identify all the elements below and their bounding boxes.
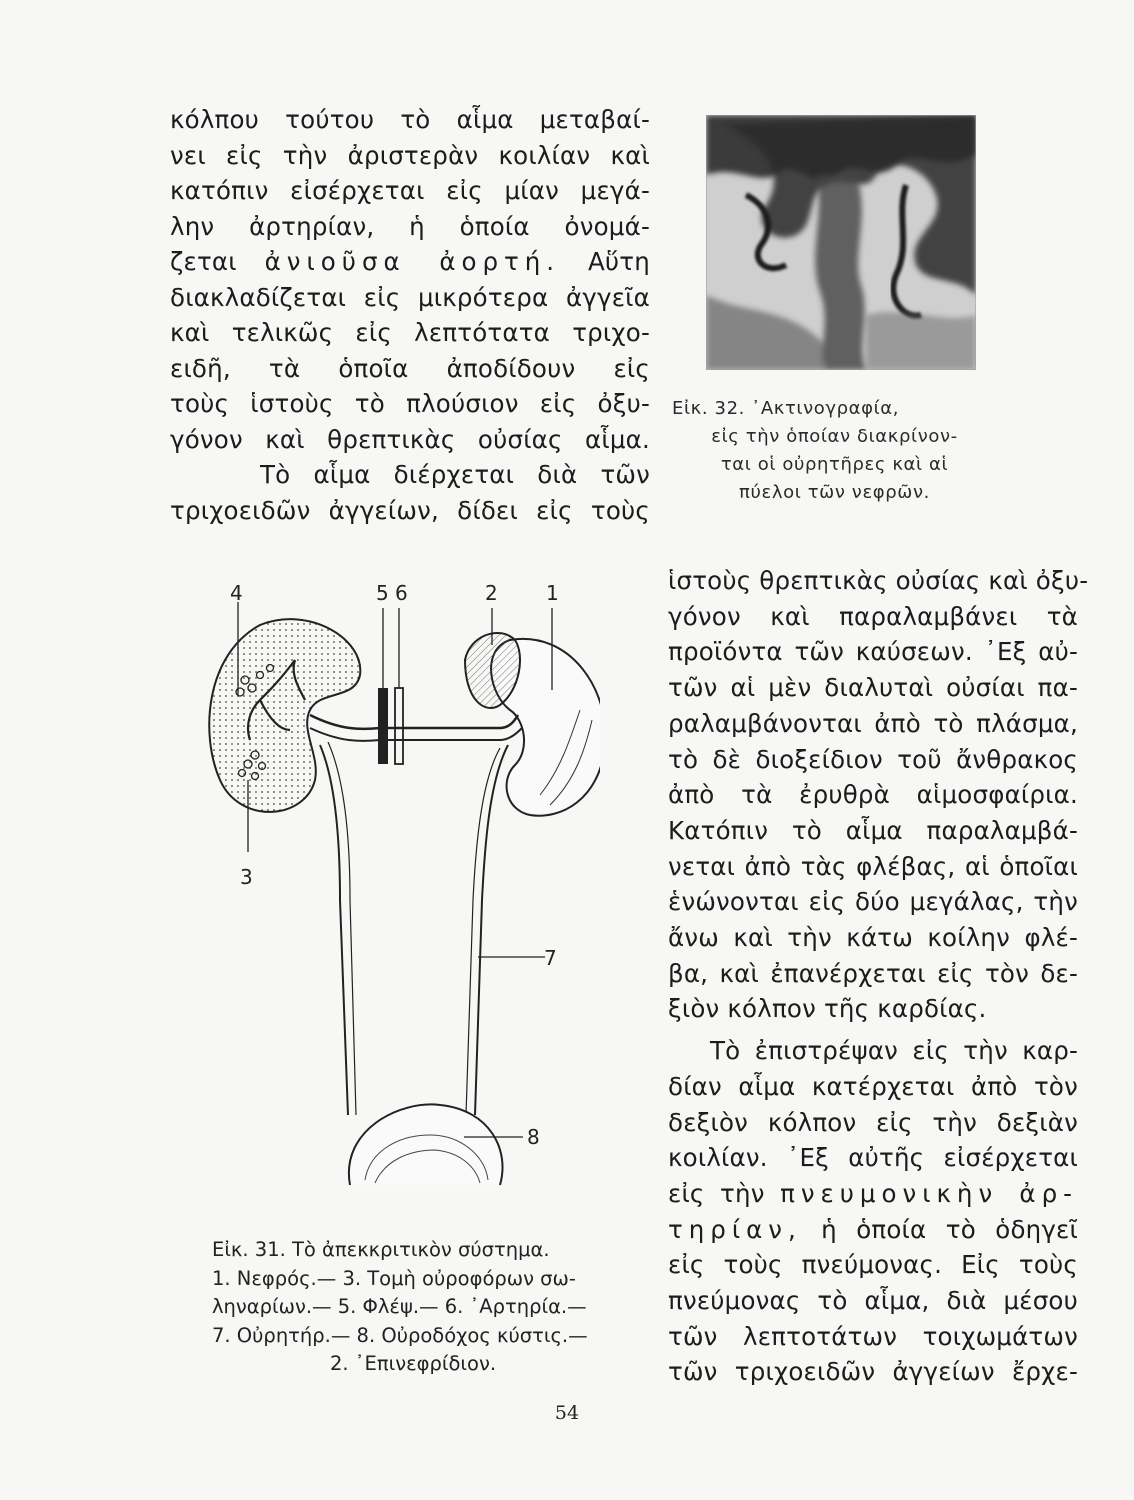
text-line: τῶν αἱ μὲν διαλυταὶ οὐσίαι πα- [668, 673, 1078, 703]
page-number: 54 [554, 1402, 580, 1424]
text-line: ἑνώνονται εἰς δύο μεγάλας, τὴν [668, 887, 1078, 917]
label-6: 6 [395, 581, 408, 605]
paragraph-circulation-1 [170, 102, 650, 457]
text-line: εἰς τοὺς πνεύμονας. Εἰς τοὺς [668, 1250, 1078, 1280]
text-line: δίαν αἷμα κατέρχεται ἀπὸ τὸν [668, 1071, 1078, 1101]
text-line: ἱστοὺς θρεπτικὰς οὐσίας καὶ ὀξυ- [668, 566, 1089, 595]
text-line [668, 1212, 1078, 1248]
xray-caption [672, 395, 997, 507]
text-line: δεξιὸν κόλπον εἰς τὴν δεξιὰν [668, 1107, 1078, 1137]
text-fragment: ἡ ὁποία τὸ ὁδηγεῖ [821, 1214, 1078, 1244]
aorta-segment [395, 688, 403, 764]
vena-cava-segment [378, 688, 388, 764]
left-column-text [170, 102, 650, 528]
text-line: κοιλίαν. ᾿Εξ αὐτῆς εἰσέρχεται [668, 1143, 1078, 1173]
text-line: προϊόντα τῶν καύσεων. ᾿Εξ αὐ- [668, 637, 1078, 667]
label-2: 2 [485, 581, 498, 605]
label-5: 5 [376, 581, 389, 605]
caption-line: εἰς τὴν ὁποίαν διακρίνον- [711, 426, 958, 447]
caption-line: ληναρίων.— 5. Φλέψ.— 6. ᾿Αρτηρία.— [212, 1295, 587, 1318]
spaced-term-artery: τηρίαν, [668, 1214, 802, 1244]
paragraph-circulation-2 [170, 457, 650, 528]
text-line: Τὸ αἷμα διέρχεται διὰ τῶν [260, 460, 650, 489]
xray-image [706, 115, 976, 370]
urinary-bladder [349, 1104, 503, 1185]
right-column-text [668, 563, 1089, 1390]
text-line: βα, καὶ ἐπανέρχεται εἰς τὸν δε- [668, 958, 1078, 988]
text-line: λην ἀρτηρίαν, ἡ ὁποία ὀνομά- [170, 211, 650, 241]
diagram-caption [212, 1236, 612, 1379]
label-4: 4 [230, 581, 243, 605]
caption-line: 7. Οὐρητήρ.— 8. Οὐροδόχος κύστις.— [212, 1323, 588, 1347]
text-line [668, 1176, 1078, 1212]
text-line: νεται ἀπὸ τὰς φλέβας, αἱ ὁποῖαι [668, 851, 1078, 881]
text-fragment: ζεται [170, 247, 237, 276]
text-line: γόνον καὶ θρεπτικὰς οὐσίας αἷμα. [170, 424, 650, 454]
caption-line: 2. ᾿Επινεφρίδιον. [330, 1352, 497, 1375]
text-line: τοὺς ἱστοὺς τὸ πλούσιον εἰς ὀξυ- [170, 389, 650, 418]
text-line: ειδῆ, τὰ ὁποῖα ἀποδίδουν εἰς [170, 353, 650, 383]
text-line [170, 244, 650, 280]
diagram-svg [200, 580, 600, 1200]
right-ureter-inner [466, 748, 500, 1115]
paragraph-venous-return [668, 563, 1089, 1027]
renal-vein [310, 715, 518, 729]
text-line: τῶν τριχοειδῶν ἀγγείων ἔρχε- [668, 1357, 1078, 1387]
text-line: ἀπὸ τὰ ἐρυθρὰ αἱμοσφαίρια. [668, 780, 1078, 810]
left-kidney [209, 619, 360, 812]
label-1: 1 [546, 581, 559, 605]
text-line: γόνον καὶ παραλαμβάνει τὰ [668, 601, 1078, 631]
text-line: Τὸ ἐπιστρέψαν εἰς τὴν καρ- [710, 1036, 1078, 1066]
text-line: ἄνω καὶ τὴν κάτω κοίλην φλέ- [668, 923, 1078, 953]
spaced-term-pulmonary: πνευμονικὴν ἀρ- [780, 1178, 1078, 1208]
caption-line: πύελοι τῶν νεφρῶν. [739, 482, 930, 503]
text-line: τῶν λεπτοτάτων τοιχωμάτων [668, 1321, 1078, 1351]
text-line: ξιὸν κόλπον τῆς καρδίας. [668, 994, 987, 1024]
label-3: 3 [240, 865, 253, 889]
text-line: κατόπιν εἰσέρχεται εἰς μίαν μεγά- [170, 176, 650, 205]
text-line: Κατόπιν τὸ αἷμα παραλαμβά- [668, 815, 1078, 845]
right-ureter [475, 745, 508, 1115]
text-line: κόλπου τούτου τὸ αἷμα μεταβαί- [170, 105, 650, 134]
text-line: πνεύμονας τὸ αἷμα, διὰ μέσου [668, 1286, 1078, 1316]
caption-line: Εἰκ. 32. ᾿Ακτινογραφία, [672, 398, 900, 419]
text-fragment: Αὕτη [587, 247, 650, 276]
text-line: νει εἰς τὴν ἀριστερὰν κοιλίαν καὶ [170, 140, 650, 170]
label-7: 7 [544, 946, 557, 970]
text-line: καὶ τελικῶς εἰς λεπτότατα τριχο- [170, 318, 650, 347]
text-line: διακλαδίζεται εἰς μικρότερα ἀγγεῖα [170, 282, 650, 312]
caption-line: Εἰκ. 31. Τὸ ἀπεκκριτικὸν σύστημα. [212, 1238, 550, 1261]
text-line: ραλαμβάνονται ἀπὸ τὸ πλάσμα, [668, 708, 1078, 738]
xray-photograph [706, 115, 976, 370]
renal-artery [310, 728, 522, 741]
spaced-term-aorta: ἀνιοῦσα ἀορτή. [264, 247, 561, 276]
text-fragment: εἰς τὴν [668, 1178, 765, 1208]
caption-line: ται οἱ οὐρητῆρες καὶ αἱ [720, 454, 949, 475]
label-8: 8 [527, 1125, 540, 1149]
paragraph-pulmonary [668, 1033, 1078, 1390]
caption-line: 1. Νεφρός.— 3. Τομὴ οὐροφόρων σω- [212, 1266, 576, 1290]
text-line: τριχοειδῶν ἀγγείων, δίδει εἰς τοὺς [170, 495, 650, 525]
text-line: τὸ δὲ διοξείδιον τοῦ ἄνθρακος [668, 744, 1078, 774]
excretory-system-diagram [200, 580, 600, 1200]
